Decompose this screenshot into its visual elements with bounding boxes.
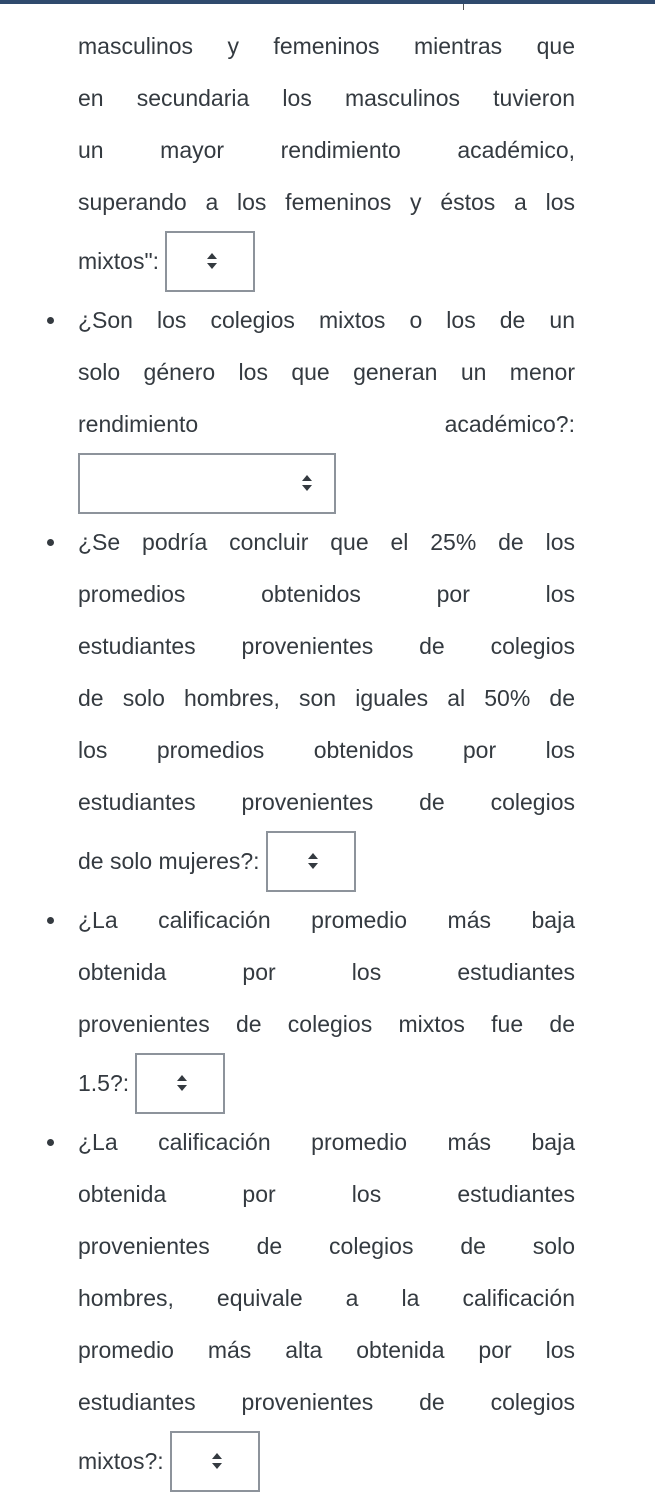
bullet-icon <box>47 917 54 924</box>
question-text-line: hombres, equivale a la calificación <box>78 1285 575 1311</box>
answer-line <box>78 828 575 894</box>
question-text-line: promedio más alta obtenida por los <box>78 1337 575 1363</box>
question-text-line: obtenida por los estudiantes <box>78 1181 575 1207</box>
question-text-end: mixtos": <box>78 248 160 274</box>
answer-line <box>78 450 575 516</box>
question-text-line: solo género los que generan un menor <box>78 359 575 385</box>
question-text-end: de solo mujeres?: <box>78 848 260 874</box>
question-text-end: mixtos?: <box>78 1448 164 1474</box>
question-text-line: de solo hombres, son iguales al 50% de <box>78 685 575 711</box>
question-text-line: provenientes de colegios mixtos fue de <box>78 1011 575 1037</box>
answer-select[interactable] <box>165 231 255 292</box>
question-item <box>78 294 575 516</box>
select-arrows-icon <box>177 1075 187 1091</box>
bullet-icon <box>47 1139 54 1146</box>
question-text-line: un mayor rendimiento académico, <box>78 137 575 163</box>
question-text-end: 1.5?: <box>78 1070 130 1096</box>
question-text-line: masculinos y femeninos mientras que <box>78 33 575 59</box>
bullet-icon <box>47 539 54 546</box>
question-item <box>78 894 575 1116</box>
question-text-line: ¿Se podría concluir que el 25% de los <box>78 529 575 555</box>
question-text-line: los promedios obtenidos por los <box>78 737 575 763</box>
question-text-line: estudiantes provenientes de colegios <box>78 789 575 815</box>
select-arrows-icon <box>207 253 217 269</box>
answer-select[interactable] <box>266 831 356 892</box>
top-header-bar <box>0 0 655 4</box>
header-tick <box>463 4 464 10</box>
question-text-line: superando a los femeninos y éstos a los <box>78 189 575 215</box>
question-text-line: en secundaria los masculinos tuvieron <box>78 85 575 111</box>
question-text-line: estudiantes provenientes de colegios <box>78 1389 575 1415</box>
answer-select[interactable] <box>170 1431 260 1492</box>
question-text-line: obtenida por los estudiantes <box>78 959 575 985</box>
select-arrows-icon <box>308 853 318 869</box>
answer-select[interactable] <box>135 1053 225 1114</box>
bullet-icon <box>47 317 54 324</box>
question-text-line: rendimiento académico?: <box>78 411 575 437</box>
question-text-line: ¿Son los colegios mixtos o los de un <box>78 307 575 333</box>
question-item <box>78 1116 575 1494</box>
question-list <box>78 20 575 1494</box>
question-item <box>78 516 575 894</box>
question-text-line: estudiantes provenientes de colegios <box>78 633 575 659</box>
answer-line <box>78 1428 575 1494</box>
question-item <box>78 20 575 294</box>
select-arrows-icon <box>302 475 312 491</box>
answer-line <box>78 1050 575 1116</box>
question-text-line: provenientes de colegios de solo <box>78 1233 575 1259</box>
answer-select[interactable] <box>78 453 336 514</box>
question-text-line: ¿La calificación promedio más baja <box>78 907 575 933</box>
question-text-line: ¿La calificación promedio más baja <box>78 1129 575 1155</box>
answer-line <box>78 228 575 294</box>
select-arrows-icon <box>212 1453 222 1469</box>
question-text-line: promedios obtenidos por los <box>78 581 575 607</box>
